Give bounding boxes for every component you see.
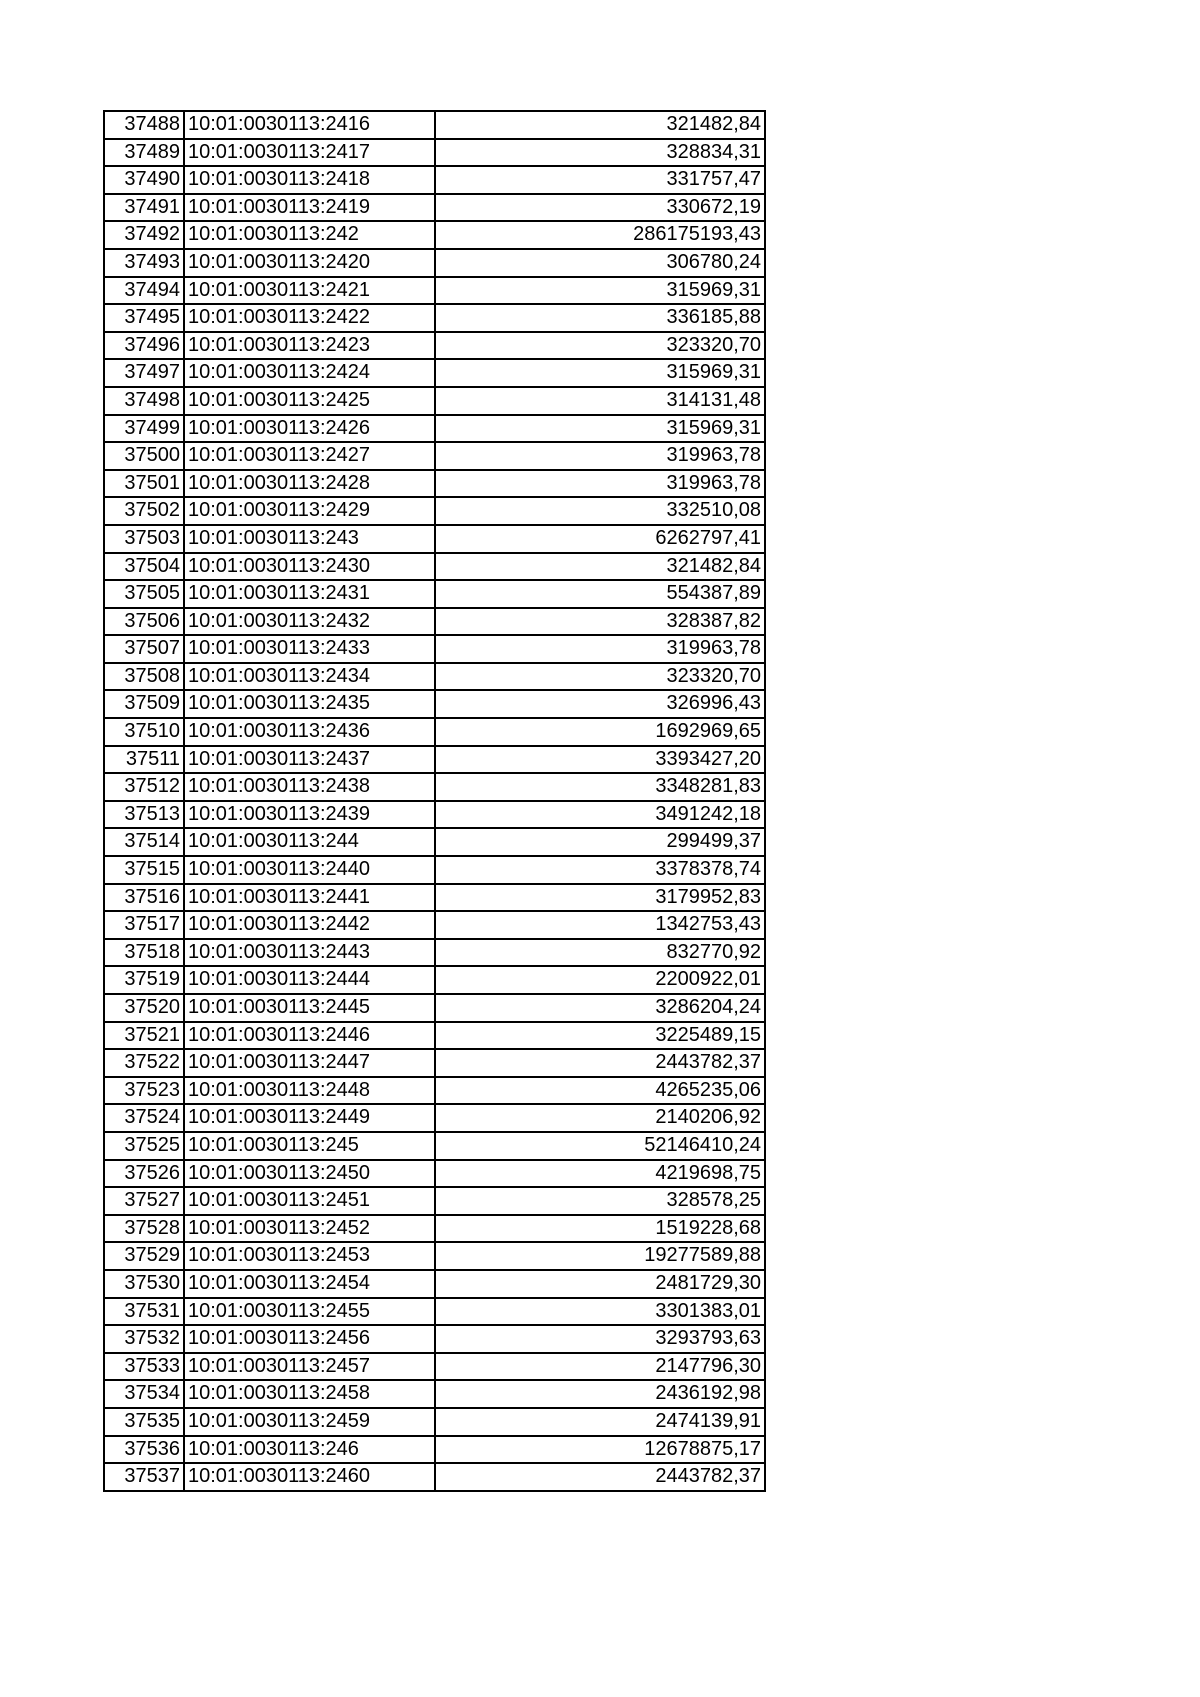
row-number-cell: 37536: [104, 1436, 184, 1464]
value-cell: 331757,47: [435, 166, 765, 194]
value-cell: 323320,70: [435, 332, 765, 360]
table-row: [104, 1187, 765, 1215]
row-number-cell: 37492: [104, 221, 184, 249]
value-cell: 321482,84: [435, 553, 765, 581]
cadastral-number-cell: 10:01:0030113:2456: [184, 1325, 435, 1353]
cadastral-number-cell: 10:01:0030113:2430: [184, 553, 435, 581]
row-number-cell: 37527: [104, 1187, 184, 1215]
cadastral-number-cell: 10:01:0030113:2458: [184, 1380, 435, 1408]
row-number-cell: 37511: [104, 746, 184, 774]
table-row: [104, 387, 765, 415]
cadastral-number-cell: 10:01:0030113:2421: [184, 277, 435, 305]
table-row: [104, 746, 765, 774]
cadastral-number-cell: 10:01:0030113:2420: [184, 249, 435, 277]
table-row: [104, 1022, 765, 1050]
row-number-cell: 37518: [104, 939, 184, 967]
value-cell: 52146410,24: [435, 1132, 765, 1160]
row-number-cell: 37506: [104, 608, 184, 636]
value-cell: 319963,78: [435, 635, 765, 663]
value-cell: 832770,92: [435, 939, 765, 967]
table-row: [104, 884, 765, 912]
cadastral-number-cell: 10:01:0030113:2446: [184, 1022, 435, 1050]
cadastral-number-cell: 10:01:0030113:2429: [184, 497, 435, 525]
table-row: [104, 1132, 765, 1160]
row-number-cell: 37528: [104, 1215, 184, 1243]
row-number-cell: 37517: [104, 911, 184, 939]
table-row: [104, 580, 765, 608]
cadastral-number-cell: 10:01:0030113:2442: [184, 911, 435, 939]
row-number-cell: 37515: [104, 856, 184, 884]
value-cell: 3179952,83: [435, 884, 765, 912]
value-cell: 328834,31: [435, 139, 765, 167]
table-row: [104, 139, 765, 167]
table-row: [104, 442, 765, 470]
row-number-cell: 37520: [104, 994, 184, 1022]
cadastral-number-cell: 10:01:0030113:243: [184, 525, 435, 553]
table-row: [104, 304, 765, 332]
table-row: [104, 1049, 765, 1077]
row-number-cell: 37529: [104, 1242, 184, 1270]
table-row: [104, 1215, 765, 1243]
row-number-cell: 37503: [104, 525, 184, 553]
cadastral-number-cell: 10:01:0030113:2422: [184, 304, 435, 332]
cadastral-number-cell: 10:01:0030113:2433: [184, 635, 435, 663]
table-row: [104, 166, 765, 194]
value-cell: 2443782,37: [435, 1049, 765, 1077]
cadastral-number-cell: 10:01:0030113:2437: [184, 746, 435, 774]
table-row: [104, 939, 765, 967]
cadastral-value-table: [103, 110, 766, 1492]
cadastral-number-cell: 10:01:0030113:2427: [184, 442, 435, 470]
value-cell: 4265235,06: [435, 1077, 765, 1105]
value-cell: 3225489,15: [435, 1022, 765, 1050]
value-cell: 4219698,75: [435, 1160, 765, 1188]
cadastral-number-cell: 10:01:0030113:2428: [184, 470, 435, 498]
cadastral-number-cell: 10:01:0030113:2453: [184, 1242, 435, 1270]
value-cell: 3301383,01: [435, 1298, 765, 1326]
row-number-cell: 37496: [104, 332, 184, 360]
cadastral-number-cell: 10:01:0030113:2447: [184, 1049, 435, 1077]
cadastral-number-cell: 10:01:0030113:242: [184, 221, 435, 249]
value-cell: 3348281,83: [435, 773, 765, 801]
value-cell: 3393427,20: [435, 746, 765, 774]
row-number-cell: 37521: [104, 1022, 184, 1050]
cadastral-number-cell: 10:01:0030113:2457: [184, 1353, 435, 1381]
row-number-cell: 37509: [104, 690, 184, 718]
table-row: [104, 911, 765, 939]
row-number-cell: 37524: [104, 1104, 184, 1132]
table-row: [104, 1463, 765, 1491]
row-number-cell: 37505: [104, 580, 184, 608]
table-row: [104, 663, 765, 691]
value-cell: 2436192,98: [435, 1380, 765, 1408]
table-row: [104, 1380, 765, 1408]
value-cell: 1692969,65: [435, 718, 765, 746]
row-number-cell: 37510: [104, 718, 184, 746]
table-row: [104, 1270, 765, 1298]
table-row: [104, 1077, 765, 1105]
value-cell: 299499,37: [435, 828, 765, 856]
value-cell: 286175193,43: [435, 221, 765, 249]
table-row: [104, 608, 765, 636]
table-row: [104, 856, 765, 884]
row-number-cell: 37507: [104, 635, 184, 663]
cadastral-number-cell: 10:01:0030113:2419: [184, 194, 435, 222]
value-cell: 2443782,37: [435, 1463, 765, 1491]
row-number-cell: 37493: [104, 249, 184, 277]
cadastral-number-cell: 10:01:0030113:2450: [184, 1160, 435, 1188]
row-number-cell: 37498: [104, 387, 184, 415]
cadastral-number-cell: 10:01:0030113:2417: [184, 139, 435, 167]
row-number-cell: 37494: [104, 277, 184, 305]
cadastral-number-cell: 10:01:0030113:2441: [184, 884, 435, 912]
row-number-cell: 37504: [104, 553, 184, 581]
table-row: [104, 1298, 765, 1326]
value-cell: 326996,43: [435, 690, 765, 718]
cadastral-number-cell: 10:01:0030113:2454: [184, 1270, 435, 1298]
value-cell: 2474139,91: [435, 1408, 765, 1436]
table-row: [104, 773, 765, 801]
table-row: [104, 249, 765, 277]
row-number-cell: 37516: [104, 884, 184, 912]
table-row: [104, 690, 765, 718]
value-cell: 2147796,30: [435, 1353, 765, 1381]
cadastral-number-cell: 10:01:0030113:2444: [184, 966, 435, 994]
value-cell: 2481729,30: [435, 1270, 765, 1298]
row-number-cell: 37533: [104, 1353, 184, 1381]
table-row: [104, 1353, 765, 1381]
row-number-cell: 37513: [104, 801, 184, 829]
table-row: [104, 1325, 765, 1353]
row-number-cell: 37495: [104, 304, 184, 332]
table-row: [104, 470, 765, 498]
row-number-cell: 37526: [104, 1160, 184, 1188]
table-row: [104, 359, 765, 387]
cadastral-number-cell: 10:01:0030113:245: [184, 1132, 435, 1160]
row-number-cell: 37490: [104, 166, 184, 194]
value-cell: 19277589,88: [435, 1242, 765, 1270]
row-number-cell: 37508: [104, 663, 184, 691]
table-row: [104, 221, 765, 249]
table-row: [104, 525, 765, 553]
row-number-cell: 37523: [104, 1077, 184, 1105]
table-row: [104, 553, 765, 581]
cadastral-number-cell: 10:01:0030113:2431: [184, 580, 435, 608]
table-row: [104, 828, 765, 856]
cadastral-number-cell: 10:01:0030113:2449: [184, 1104, 435, 1132]
value-cell: 336185,88: [435, 304, 765, 332]
row-number-cell: 37525: [104, 1132, 184, 1160]
table-row: [104, 718, 765, 746]
row-number-cell: 37535: [104, 1408, 184, 1436]
value-cell: 3378378,74: [435, 856, 765, 884]
cadastral-number-cell: 10:01:0030113:2448: [184, 1077, 435, 1105]
value-cell: 1519228,68: [435, 1215, 765, 1243]
cadastral-number-cell: 10:01:0030113:2440: [184, 856, 435, 884]
table-row: [104, 1436, 765, 1464]
row-number-cell: 37530: [104, 1270, 184, 1298]
value-cell: 6262797,41: [435, 525, 765, 553]
cadastral-number-cell: 10:01:0030113:2434: [184, 663, 435, 691]
cadastral-number-cell: 10:01:0030113:244: [184, 828, 435, 856]
row-number-cell: 37522: [104, 1049, 184, 1077]
table-row: [104, 277, 765, 305]
row-number-cell: 37499: [104, 415, 184, 443]
table-row: [104, 194, 765, 222]
value-cell: 3491242,18: [435, 801, 765, 829]
row-number-cell: 37514: [104, 828, 184, 856]
table-row: [104, 1104, 765, 1132]
row-number-cell: 37519: [104, 966, 184, 994]
cadastral-number-cell: 10:01:0030113:246: [184, 1436, 435, 1464]
row-number-cell: 37537: [104, 1463, 184, 1491]
table-row: [104, 332, 765, 360]
table-row: [104, 415, 765, 443]
table-body: [104, 111, 765, 1491]
cadastral-number-cell: 10:01:0030113:2445: [184, 994, 435, 1022]
row-number-cell: 37512: [104, 773, 184, 801]
cadastral-number-cell: 10:01:0030113:2452: [184, 1215, 435, 1243]
row-number-cell: 37489: [104, 139, 184, 167]
value-cell: 315969,31: [435, 359, 765, 387]
table-row: [104, 111, 765, 139]
row-number-cell: 37534: [104, 1380, 184, 1408]
cadastral-number-cell: 10:01:0030113:2459: [184, 1408, 435, 1436]
value-cell: 3286204,24: [435, 994, 765, 1022]
table-row: [104, 966, 765, 994]
table-row: [104, 994, 765, 1022]
cadastral-number-cell: 10:01:0030113:2439: [184, 801, 435, 829]
cadastral-number-cell: 10:01:0030113:2418: [184, 166, 435, 194]
cadastral-number-cell: 10:01:0030113:2424: [184, 359, 435, 387]
row-number-cell: 37488: [104, 111, 184, 139]
value-cell: 2200922,01: [435, 966, 765, 994]
value-cell: 314131,48: [435, 387, 765, 415]
value-cell: 323320,70: [435, 663, 765, 691]
cadastral-number-cell: 10:01:0030113:2425: [184, 387, 435, 415]
cadastral-number-cell: 10:01:0030113:2438: [184, 773, 435, 801]
table-row: [104, 635, 765, 663]
row-number-cell: 37501: [104, 470, 184, 498]
cadastral-number-cell: 10:01:0030113:2455: [184, 1298, 435, 1326]
table-row: [104, 1242, 765, 1270]
value-cell: 321482,84: [435, 111, 765, 139]
row-number-cell: 37491: [104, 194, 184, 222]
row-number-cell: 37531: [104, 1298, 184, 1326]
cadastral-number-cell: 10:01:0030113:2426: [184, 415, 435, 443]
table-row: [104, 497, 765, 525]
value-cell: 12678875,17: [435, 1436, 765, 1464]
cadastral-number-cell: 10:01:0030113:2451: [184, 1187, 435, 1215]
value-cell: 328578,25: [435, 1187, 765, 1215]
table-row: [104, 1160, 765, 1188]
value-cell: 319963,78: [435, 442, 765, 470]
value-cell: 319963,78: [435, 470, 765, 498]
cadastral-number-cell: 10:01:0030113:2435: [184, 690, 435, 718]
row-number-cell: 37502: [104, 497, 184, 525]
cadastral-number-cell: 10:01:0030113:2423: [184, 332, 435, 360]
cadastral-number-cell: 10:01:0030113:2443: [184, 939, 435, 967]
value-cell: 332510,08: [435, 497, 765, 525]
value-cell: 1342753,43: [435, 911, 765, 939]
cadastral-number-cell: 10:01:0030113:2460: [184, 1463, 435, 1491]
value-cell: 306780,24: [435, 249, 765, 277]
cadastral-number-cell: 10:01:0030113:2436: [184, 718, 435, 746]
row-number-cell: 37532: [104, 1325, 184, 1353]
row-number-cell: 37497: [104, 359, 184, 387]
value-cell: 2140206,92: [435, 1104, 765, 1132]
table-row: [104, 801, 765, 829]
value-cell: 315969,31: [435, 415, 765, 443]
value-cell: 328387,82: [435, 608, 765, 636]
value-cell: 315969,31: [435, 277, 765, 305]
table-row: [104, 1408, 765, 1436]
value-cell: 554387,89: [435, 580, 765, 608]
cadastral-number-cell: 10:01:0030113:2416: [184, 111, 435, 139]
cadastral-number-cell: 10:01:0030113:2432: [184, 608, 435, 636]
row-number-cell: 37500: [104, 442, 184, 470]
value-cell: 330672,19: [435, 194, 765, 222]
value-cell: 3293793,63: [435, 1325, 765, 1353]
